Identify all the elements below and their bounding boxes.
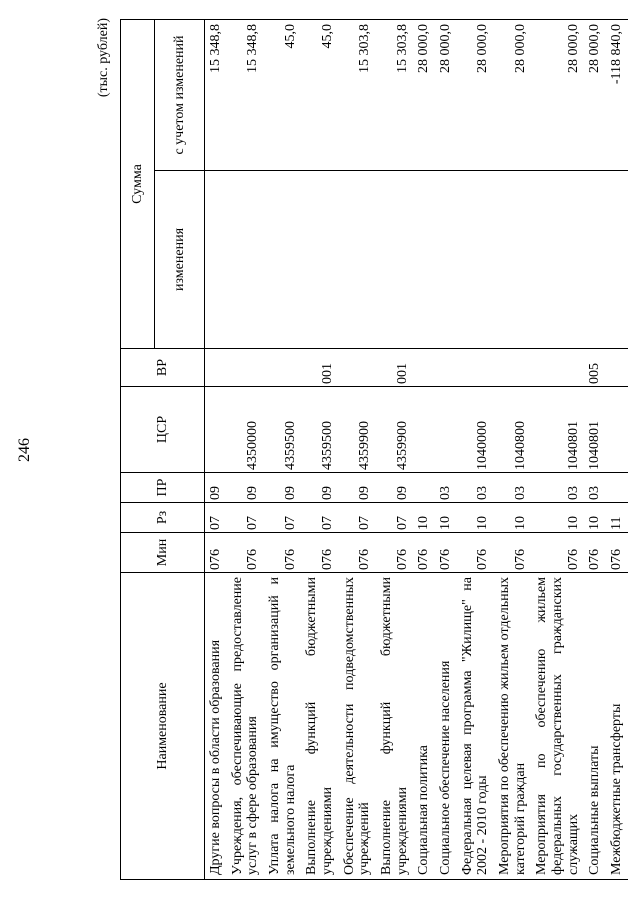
row-csr xyxy=(413,387,435,473)
row-csr: 1040801 xyxy=(531,387,584,473)
row-change xyxy=(301,171,338,349)
row-name: Выполнение функций бюджетными учреждениями xyxy=(301,573,338,880)
row-change xyxy=(606,171,628,349)
row-min: 076 xyxy=(205,533,227,573)
row-min: 076 xyxy=(376,533,413,573)
row-min: 076 xyxy=(606,533,628,573)
row-change xyxy=(376,171,413,349)
row-rz: 07 xyxy=(301,503,338,533)
row-pr: 09 xyxy=(264,473,301,503)
row-vr xyxy=(205,349,227,387)
row-csr: 4359500 xyxy=(264,387,301,473)
row-pr: 09 xyxy=(376,473,413,503)
row-change xyxy=(531,171,584,349)
row-rz: 11 xyxy=(606,503,628,533)
row-total: 28 000,0 xyxy=(413,20,435,171)
row-change xyxy=(205,171,227,349)
row-name: Мероприятия по обеспечению жильем федеральных государственных гражданских служащих xyxy=(531,573,584,880)
row-vr xyxy=(606,349,628,387)
row-name: Обеспечение деятельности подведомственных учреждений xyxy=(339,573,376,880)
row-change xyxy=(227,171,264,349)
row-vr xyxy=(227,349,264,387)
row-pr: 09 xyxy=(227,473,264,503)
row-change xyxy=(339,171,376,349)
header-sum: Сумма xyxy=(121,20,155,349)
row-change xyxy=(494,171,531,349)
row-change xyxy=(584,171,606,349)
row-name: Социальное обеспечение населения xyxy=(435,573,457,880)
header-min: Мин xyxy=(121,533,205,573)
row-rz: 10 xyxy=(531,503,584,533)
row-change xyxy=(264,171,301,349)
row-csr: 4359900 xyxy=(376,387,413,473)
row-min: 076 xyxy=(227,533,264,573)
row-vr xyxy=(457,349,494,387)
header-vr: ВР xyxy=(121,349,205,387)
row-min: 076 xyxy=(339,533,376,573)
row-name: Другие вопросы в области образования xyxy=(205,573,227,880)
table-row xyxy=(339,20,376,880)
table-row xyxy=(264,20,301,880)
table-row xyxy=(584,20,606,880)
table-row xyxy=(606,20,628,880)
row-total: 28 000,0 xyxy=(494,20,531,171)
row-min: 076 xyxy=(435,533,457,573)
row-total: 28 000,0 xyxy=(531,20,584,171)
row-pr: 09 xyxy=(205,473,227,503)
header-name: Наименование xyxy=(121,573,205,880)
row-pr: 03 xyxy=(435,473,457,503)
table-body xyxy=(205,20,628,880)
units-label: (тыс. рублей) xyxy=(96,18,111,98)
row-change xyxy=(413,171,435,349)
header-with-changes: с учетом изменений xyxy=(155,20,205,171)
row-csr: 4350000 xyxy=(227,387,264,473)
row-vr xyxy=(531,349,584,387)
row-vr xyxy=(413,349,435,387)
row-name: Социальные выплаты xyxy=(584,573,606,880)
table-row xyxy=(413,20,435,880)
row-total: 15 348,8 xyxy=(227,20,264,171)
header-csr: ЦСР xyxy=(121,387,205,473)
row-rz: 07 xyxy=(205,503,227,533)
row-rz: 10 xyxy=(457,503,494,533)
row-total: 15 348,8 xyxy=(205,20,227,171)
row-name: Уплата налога на имущество организаций и земельного налога xyxy=(264,573,301,880)
row-csr xyxy=(435,387,457,473)
row-rz: 10 xyxy=(435,503,457,533)
table-row xyxy=(227,20,264,880)
row-vr xyxy=(435,349,457,387)
row-vr: 001 xyxy=(301,349,338,387)
row-vr xyxy=(264,349,301,387)
row-pr: 09 xyxy=(339,473,376,503)
row-rz: 10 xyxy=(494,503,531,533)
row-total: 28 000,0 xyxy=(435,20,457,171)
row-pr: 03 xyxy=(457,473,494,503)
row-csr: 1040000 xyxy=(457,387,494,473)
row-min: 076 xyxy=(301,533,338,573)
table-row xyxy=(205,20,227,880)
row-vr: 005 xyxy=(584,349,606,387)
row-rz: 07 xyxy=(264,503,301,533)
row-name: Социальная политика xyxy=(413,573,435,880)
row-min: 076 xyxy=(264,533,301,573)
row-min: 076 xyxy=(457,533,494,573)
budget-table xyxy=(120,19,628,880)
row-vr xyxy=(339,349,376,387)
row-rz: 10 xyxy=(413,503,435,533)
table-row xyxy=(301,20,338,880)
row-min: 076 xyxy=(494,533,531,573)
row-total: 28 000,0 xyxy=(584,20,606,171)
row-total: 45,0 xyxy=(264,20,301,171)
table-row xyxy=(494,20,531,880)
row-total: 15 303,8 xyxy=(376,20,413,171)
table-row xyxy=(376,20,413,880)
row-vr xyxy=(494,349,531,387)
table-row xyxy=(531,20,584,880)
row-vr: 001 xyxy=(376,349,413,387)
row-total: 28 000,0 xyxy=(457,20,494,171)
row-pr: 03 xyxy=(531,473,584,503)
header-pr: ПР xyxy=(121,473,205,503)
row-csr: 4359500 xyxy=(301,387,338,473)
table-row xyxy=(457,20,494,880)
row-csr xyxy=(606,387,628,473)
row-csr: 1040800 xyxy=(494,387,531,473)
row-rz: 07 xyxy=(339,503,376,533)
row-csr: 4359900 xyxy=(339,387,376,473)
row-pr: 03 xyxy=(494,473,531,503)
row-min: 076 xyxy=(413,533,435,573)
header-changes: изменения xyxy=(155,171,205,349)
row-rz: 10 xyxy=(584,503,606,533)
row-total: 45,0 xyxy=(301,20,338,171)
page-number: 246 xyxy=(16,438,33,462)
row-rz: 07 xyxy=(227,503,264,533)
row-pr xyxy=(606,473,628,503)
row-name: Мероприятия по обеспечению жильем отдельных категорий граждан xyxy=(494,573,531,880)
row-rz: 07 xyxy=(376,503,413,533)
row-total: -118 840,0 xyxy=(606,20,628,171)
row-total: 15 303,8 xyxy=(339,20,376,171)
row-name: Выполнение функций бюджетными учреждениями xyxy=(376,573,413,880)
row-change xyxy=(457,171,494,349)
row-name: Федеральная целевая программа "Жилище" на 2002 - 2010 годы xyxy=(457,573,494,880)
row-pr: 09 xyxy=(301,473,338,503)
row-min: 076 xyxy=(584,533,606,573)
row-pr: 03 xyxy=(584,473,606,503)
header-rz: Рз xyxy=(121,503,205,533)
row-min: 076 xyxy=(531,533,584,573)
row-change xyxy=(435,171,457,349)
table-row xyxy=(435,20,457,880)
table-header xyxy=(121,20,205,880)
row-csr xyxy=(205,387,227,473)
row-pr xyxy=(413,473,435,503)
row-csr: 1040801 xyxy=(584,387,606,473)
row-name: Межбюджетные трансферты xyxy=(606,573,628,880)
row-name: Учреждения, обеспечивающие предоставление услуг в сфере образования xyxy=(227,573,264,880)
